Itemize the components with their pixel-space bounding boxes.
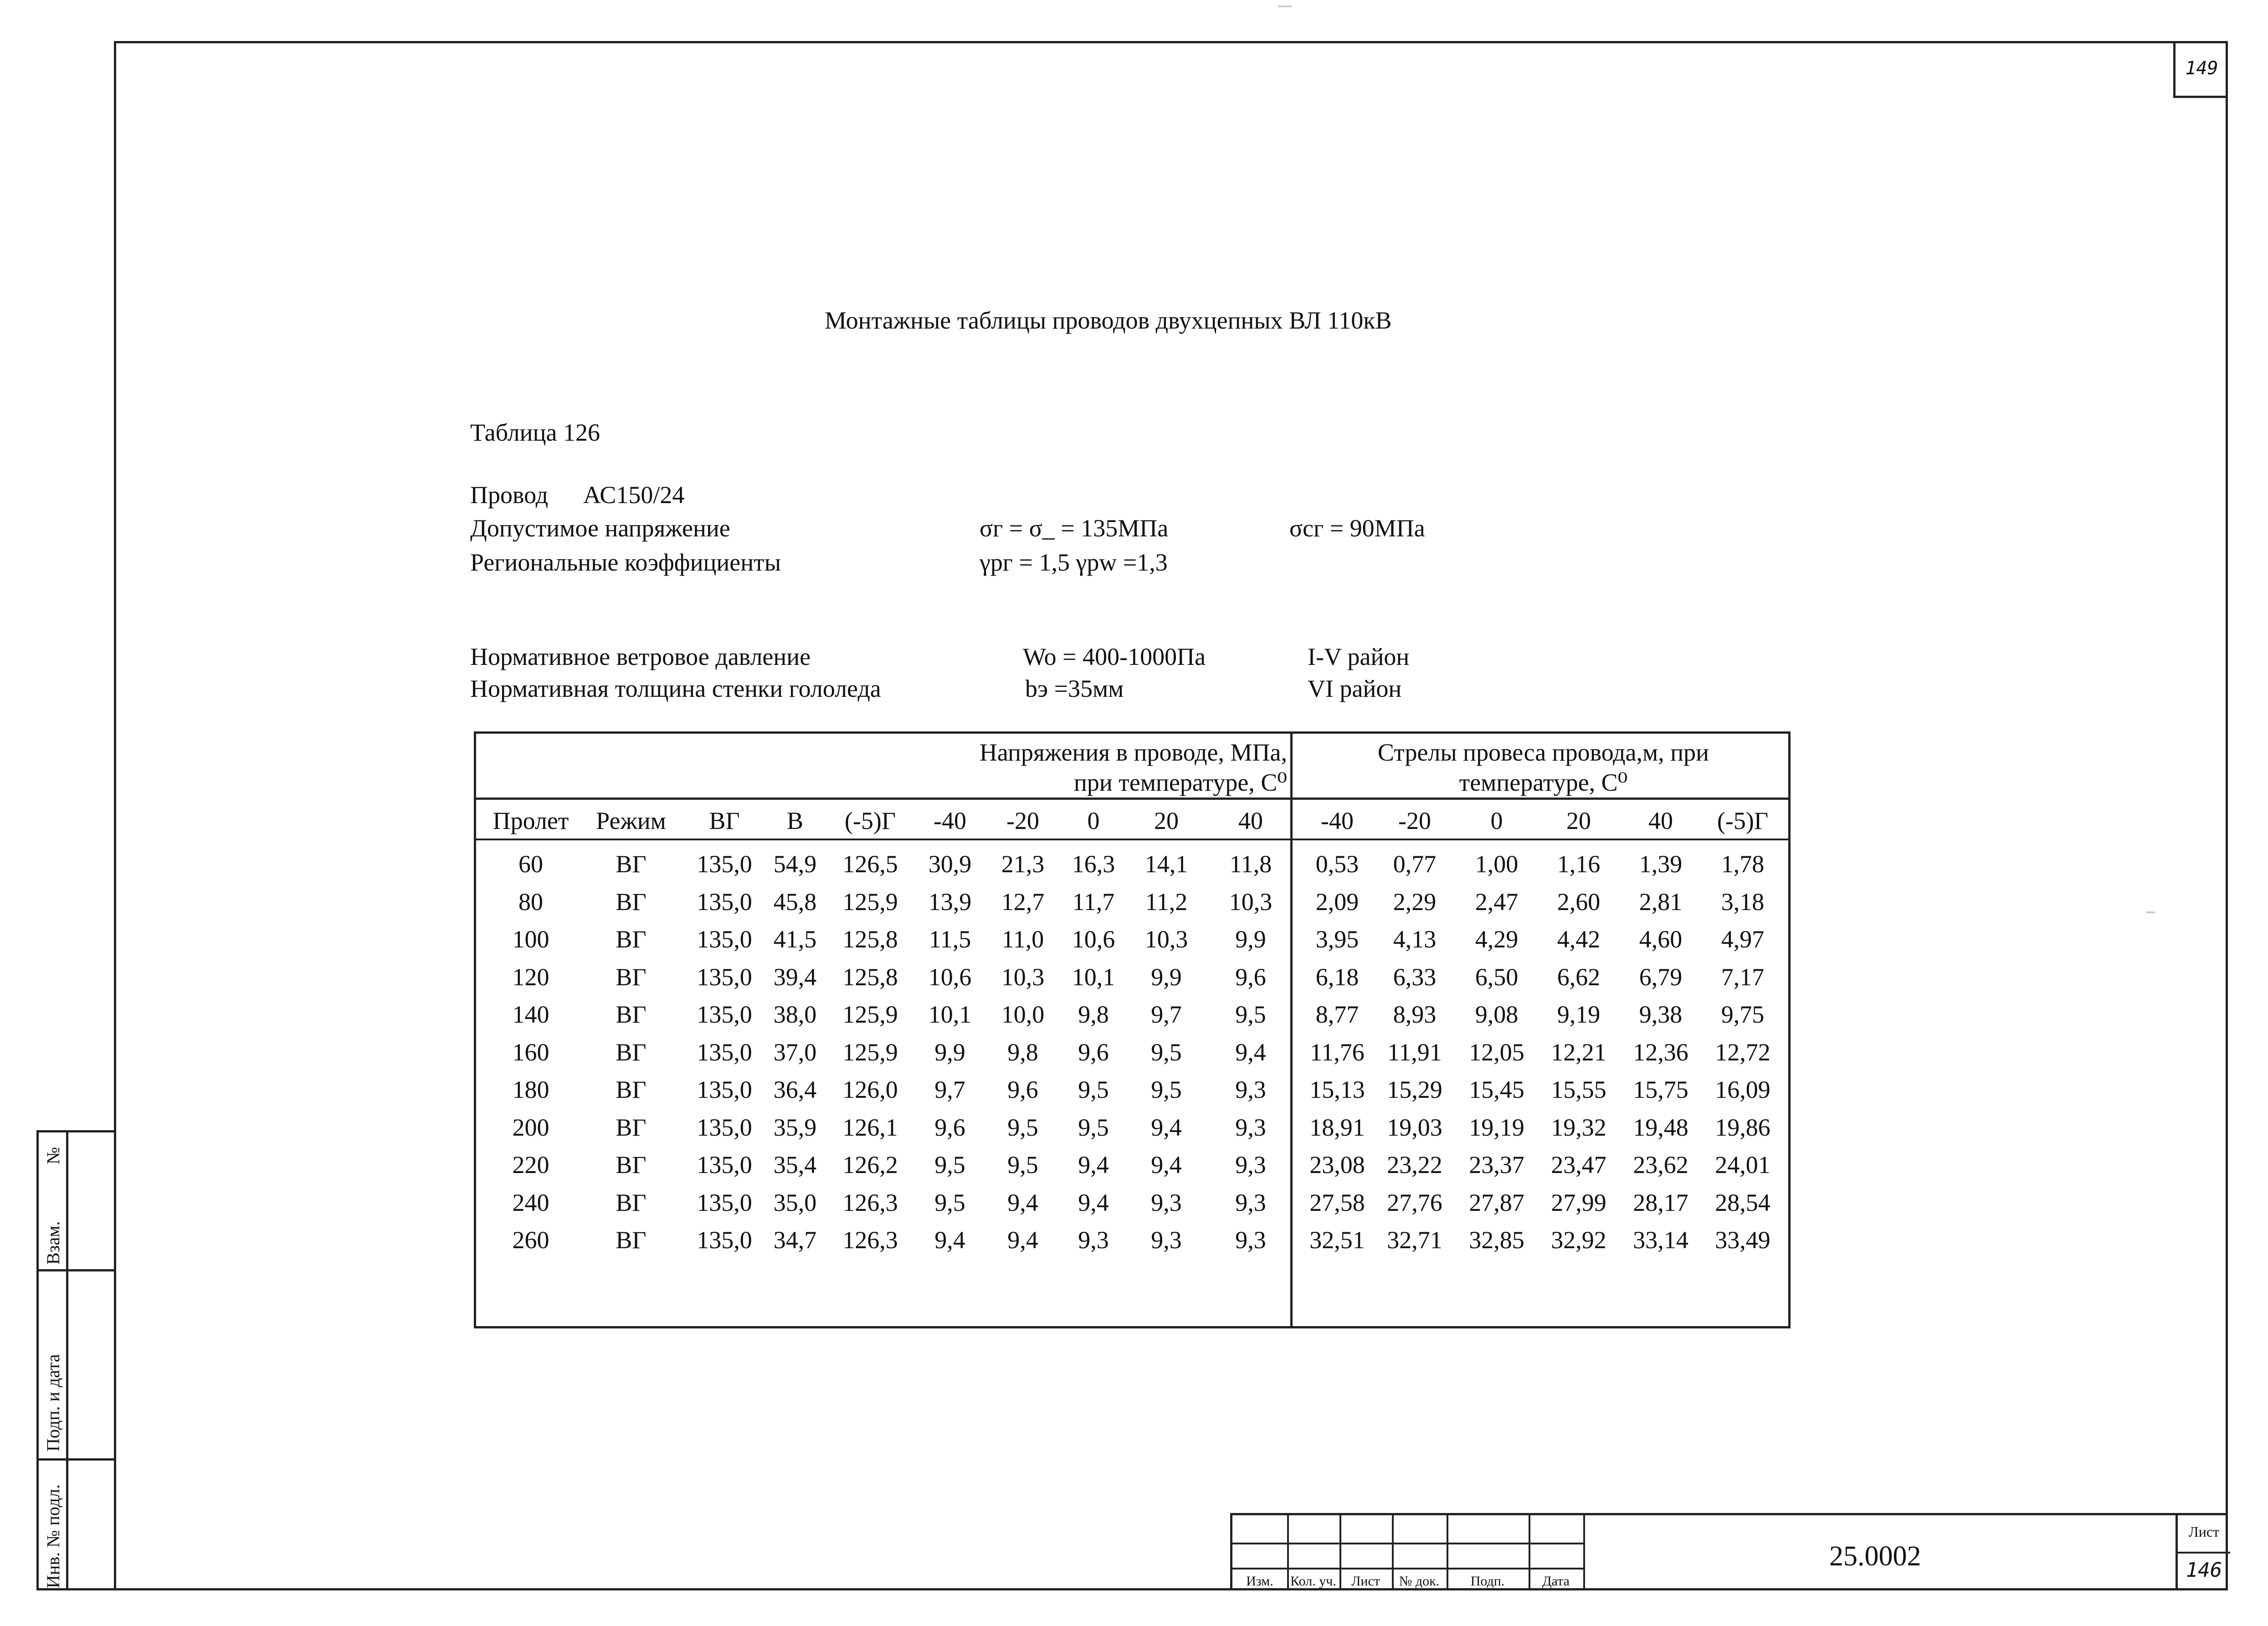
title-block-grid (1232, 1515, 1583, 1590)
value-cell: 9,19 (1557, 1001, 1601, 1028)
value-cell: 32,85 (1469, 1226, 1524, 1254)
value-cell: 19,48 (1633, 1113, 1688, 1141)
column-header: В (786, 807, 804, 834)
value-cell: 9,3 (1151, 1226, 1182, 1254)
value-cell: 9,4 (1235, 1038, 1266, 1066)
scan-mark (1278, 5, 1292, 7)
mode-cell: ВГ (616, 1076, 647, 1103)
table-number: Таблица 126 (470, 419, 600, 446)
value-cell: 23,62 (1633, 1151, 1688, 1178)
value-cell: 28,17 (1633, 1189, 1688, 1216)
value-cell: 9,5 (1151, 1076, 1182, 1103)
value-cell: 9,9 (1235, 926, 1266, 953)
value-cell: 9,6 (1007, 1076, 1038, 1103)
sheet-label: Лист (2188, 1523, 2219, 1540)
tb-label-sign: Подп. (1470, 1574, 1505, 1589)
value-cell: 126,2 (842, 1151, 898, 1178)
stamp-label-number: № (43, 1147, 63, 1164)
value-cell: 126,3 (842, 1226, 898, 1254)
value-cell: 135,0 (697, 926, 752, 953)
mode-cell: ВГ (616, 963, 647, 991)
value-cell: 11,8 (1229, 850, 1272, 878)
column-header: 40 (1238, 807, 1263, 834)
value-cell: 19,86 (1715, 1113, 1770, 1141)
mode-cell: ВГ (616, 1226, 647, 1254)
value-cell: 9,8 (1007, 1038, 1038, 1066)
value-cell: 125,9 (842, 1001, 898, 1028)
stress-group-header: Напряжения в проводе, МПа, при температуре, С⁰ (979, 739, 1287, 796)
value-cell: 9,5 (1007, 1113, 1038, 1141)
value-cell: 4,60 (1639, 926, 1683, 953)
table-header-line (476, 798, 1788, 800)
value-cell: 27,76 (1387, 1189, 1442, 1216)
value-cell: 1,16 (1557, 850, 1601, 878)
mode-cell: ВГ (616, 1001, 647, 1028)
value-cell: 135,0 (697, 963, 752, 991)
value-cell: 10,6 (1072, 926, 1115, 953)
value-cell: 11,5 (929, 926, 971, 953)
value-cell: 32,51 (1309, 1226, 1365, 1254)
value-cell: 9,4 (1151, 1113, 1182, 1141)
ice-value: bэ =35мм (1025, 675, 1124, 702)
coef-value: γрг = 1,5 γpw =1,3 (980, 549, 1168, 576)
document-code: 25.0002 (1829, 1541, 1921, 1572)
value-cell: 11,76 (1310, 1038, 1365, 1066)
mode-cell: ВГ (616, 1113, 647, 1141)
value-cell: 135,0 (697, 1189, 752, 1216)
corner-sheet-number: 149 (2173, 41, 2228, 98)
span-cell: 240 (512, 1189, 549, 1216)
value-cell: 32,92 (1551, 1226, 1606, 1254)
value-cell: 32,71 (1387, 1226, 1442, 1254)
value-cell: 9,4 (1007, 1189, 1038, 1216)
value-cell: 7,17 (1721, 963, 1765, 991)
value-cell: 12,05 (1469, 1038, 1524, 1066)
value-cell: 9,6 (934, 1113, 965, 1141)
value-cell: 15,29 (1387, 1076, 1442, 1103)
column-header: 20 (1154, 807, 1179, 834)
value-cell: 2,60 (1557, 888, 1601, 916)
value-cell: 14,1 (1144, 850, 1188, 878)
value-cell: 15,55 (1551, 1076, 1606, 1103)
column-header: 0 (1490, 807, 1503, 834)
value-cell: 10,6 (928, 963, 972, 991)
value-cell: 9,6 (1235, 963, 1266, 991)
mode-cell: ВГ (616, 1038, 647, 1066)
value-cell: 9,4 (1007, 1226, 1038, 1254)
column-header: -40 (1321, 807, 1354, 834)
stamp-divider (66, 1132, 68, 1588)
value-cell: 39,4 (773, 963, 817, 991)
value-cell: 33,14 (1633, 1226, 1688, 1254)
value-cell: 23,47 (1551, 1151, 1606, 1178)
value-cell: 9,75 (1721, 1001, 1765, 1028)
table-divider (1290, 734, 1293, 1326)
value-cell: 9,9 (934, 1038, 965, 1066)
value-cell: 126,0 (842, 1076, 898, 1103)
value-cell: 34,7 (773, 1226, 817, 1254)
value-cell: 9,3 (1235, 1151, 1266, 1178)
value-cell: 9,3 (1151, 1189, 1182, 1216)
value-cell: 2,81 (1639, 888, 1683, 916)
mode-cell: ВГ (616, 850, 647, 878)
value-cell: 9,3 (1235, 1226, 1266, 1254)
span-cell: 220 (512, 1151, 549, 1178)
value-cell: 9,5 (1078, 1076, 1109, 1103)
mode-cell: ВГ (616, 888, 647, 916)
value-cell: 30,9 (928, 850, 972, 878)
value-cell: 2,09 (1315, 888, 1359, 916)
value-cell: 0,53 (1315, 850, 1359, 878)
value-cell: 9,4 (1151, 1151, 1182, 1178)
value-cell: 0,77 (1393, 850, 1437, 878)
column-header: 20 (1566, 807, 1591, 834)
value-cell: 35,9 (773, 1113, 817, 1141)
span-cell: 140 (512, 1001, 549, 1028)
value-cell: 1,39 (1639, 850, 1683, 878)
span-cell: 60 (518, 850, 543, 878)
value-cell: 9,5 (1007, 1151, 1038, 1178)
column-header: 0 (1087, 807, 1100, 834)
mode-cell: ВГ (616, 926, 647, 953)
value-cell: 12,72 (1715, 1038, 1770, 1066)
value-cell: 9,3 (1235, 1189, 1266, 1216)
value-cell: 38,0 (773, 1001, 817, 1028)
span-cell: 120 (512, 963, 549, 991)
mounting-table (474, 731, 1791, 1328)
value-cell: 6,79 (1639, 963, 1683, 991)
stamp-label-sign-date: Подп. и дата (43, 1354, 63, 1451)
value-cell: 9,9 (1151, 963, 1182, 991)
value-cell: 27,87 (1469, 1189, 1524, 1216)
value-cell: 35,4 (773, 1151, 817, 1178)
value-cell: 45,8 (773, 888, 817, 916)
value-cell: 33,49 (1715, 1226, 1770, 1254)
value-cell: 36,4 (773, 1076, 817, 1103)
sag-group-header: Стрелы провеса провода,м, при температуре, С⁰ (1377, 739, 1709, 796)
value-cell: 1,00 (1475, 850, 1519, 878)
stamp-divider (39, 1458, 114, 1461)
span-cell: 180 (512, 1076, 549, 1103)
value-cell: 9,5 (934, 1151, 965, 1178)
page-title: Монтажные таблицы проводов двухцепных ВЛ 110кВ (825, 307, 1392, 334)
value-cell: 9,7 (934, 1076, 965, 1103)
tb-divider (1232, 1543, 1583, 1544)
value-cell: 54,9 (773, 850, 817, 878)
value-cell: 24,01 (1715, 1151, 1770, 1178)
value-cell: 11,7 (1072, 888, 1115, 916)
value-cell: 12,36 (1633, 1038, 1688, 1066)
table-header-line (476, 839, 1788, 840)
column-header: -20 (1006, 807, 1039, 834)
value-cell: 125,8 (842, 963, 898, 991)
value-cell: 11,91 (1387, 1038, 1442, 1066)
coef-label: Региональные коэффициенты (470, 549, 781, 576)
value-cell: 126,3 (842, 1189, 898, 1216)
value-cell: 11,0 (1001, 926, 1044, 953)
value-cell: 4,13 (1393, 926, 1437, 953)
span-cell: 260 (512, 1226, 549, 1254)
value-cell: 10,0 (1001, 1001, 1045, 1028)
value-cell: 125,8 (842, 926, 898, 953)
span-cell: 80 (518, 888, 543, 916)
value-cell: 126,5 (842, 850, 898, 878)
sheet-cell (2176, 1515, 2230, 1590)
column-header: (-5)Г (844, 807, 896, 834)
value-cell: 125,9 (842, 1038, 898, 1066)
value-cell: 4,97 (1721, 926, 1765, 953)
value-cell: 23,08 (1309, 1151, 1365, 1178)
sheet-number: 146 (2186, 1559, 2222, 1582)
value-cell: 9,3 (1078, 1226, 1109, 1254)
value-cell: 10,3 (1001, 963, 1045, 991)
column-header: ВГ (709, 807, 740, 834)
column-header: -20 (1398, 807, 1431, 834)
value-cell: 9,3 (1235, 1076, 1266, 1103)
wire-value: АС150/24 (583, 481, 685, 509)
value-cell: 18,91 (1309, 1113, 1365, 1141)
value-cell: 27,99 (1551, 1189, 1606, 1216)
wind-region: I-V район (1308, 643, 1410, 670)
span-cell: 160 (512, 1038, 549, 1066)
column-header: -40 (934, 807, 966, 834)
side-stamp (36, 1130, 114, 1590)
tb-label-date: Дата (1542, 1574, 1570, 1589)
stamp-label-inventory: Инв. № подл. (43, 1484, 63, 1588)
sheet-divider (2178, 1552, 2230, 1554)
value-cell: 126,1 (842, 1113, 898, 1141)
stamp-divider (39, 1269, 114, 1271)
column-header: Пролет (493, 807, 569, 834)
value-cell: 19,03 (1387, 1113, 1442, 1141)
value-cell: 135,0 (697, 1226, 752, 1254)
ice-label: Нормативная толщина стенки гололеда (470, 675, 881, 702)
value-cell: 12,21 (1551, 1038, 1606, 1066)
tb-label-count: Кол. уч. (1290, 1574, 1336, 1589)
wind-label: Нормативное ветровое давление (470, 643, 811, 670)
tb-divider (1232, 1568, 1583, 1569)
tb-label-sheet: Лист (1351, 1574, 1380, 1589)
value-cell: 135,0 (697, 1038, 752, 1066)
value-cell: 9,7 (1151, 1001, 1182, 1028)
value-cell: 9,5 (1151, 1038, 1182, 1066)
value-cell: 11,2 (1145, 888, 1188, 916)
value-cell: 15,75 (1633, 1076, 1688, 1103)
value-cell: 3,95 (1315, 926, 1359, 953)
value-cell: 15,13 (1309, 1076, 1365, 1103)
value-cell: 10,1 (928, 1001, 972, 1028)
value-cell: 41,5 (773, 926, 817, 953)
value-cell: 135,0 (697, 1076, 752, 1103)
value-cell: 13,9 (928, 888, 972, 916)
stamp-label-replace: Взам. (43, 1221, 63, 1265)
span-cell: 200 (512, 1113, 549, 1141)
value-cell: 19,19 (1469, 1113, 1524, 1141)
stress-value-2: σсг = 90МПа (1289, 515, 1425, 542)
value-cell: 4,42 (1557, 926, 1601, 953)
value-cell: 135,0 (697, 1151, 752, 1178)
value-cell: 21,3 (1001, 850, 1045, 878)
value-cell: 9,6 (1078, 1038, 1109, 1066)
value-cell: 23,22 (1387, 1151, 1442, 1178)
value-cell: 135,0 (697, 850, 752, 878)
value-cell: 135,0 (697, 1001, 752, 1028)
value-cell: 9,4 (934, 1226, 965, 1254)
value-cell: 9,5 (1235, 1001, 1266, 1028)
column-header: (-5)Г (1717, 807, 1769, 834)
wire-label: Провод (470, 481, 549, 509)
title-block (1230, 1513, 2228, 1590)
stress-value: σг = σ_ = 135МПа (980, 515, 1169, 542)
value-cell: 6,18 (1315, 963, 1359, 991)
value-cell: 6,50 (1475, 963, 1519, 991)
value-cell: 10,3 (1229, 888, 1273, 916)
value-cell: 10,1 (1072, 963, 1115, 991)
stress-label: Допустимое напряжение (470, 515, 730, 542)
column-header: Режим (596, 807, 666, 834)
value-cell: 2,29 (1393, 888, 1437, 916)
value-cell: 2,47 (1475, 888, 1519, 916)
value-cell: 19,32 (1551, 1113, 1606, 1141)
mode-cell: ВГ (616, 1151, 647, 1178)
value-cell: 12,7 (1001, 888, 1045, 916)
value-cell: 6,62 (1557, 963, 1601, 991)
value-cell: 6,33 (1393, 963, 1437, 991)
tb-divider (1583, 1515, 1585, 1590)
value-cell: 8,77 (1315, 1001, 1359, 1028)
value-cell: 9,3 (1235, 1113, 1266, 1141)
value-cell: 9,5 (934, 1189, 965, 1216)
mode-cell: ВГ (616, 1189, 647, 1216)
span-cell: 100 (512, 926, 549, 953)
value-cell: 9,5 (1078, 1113, 1109, 1141)
wind-value: Wo = 400-1000Па (1023, 643, 1206, 670)
value-cell: 10,3 (1144, 926, 1188, 953)
value-cell: 8,93 (1393, 1001, 1437, 1028)
value-cell: 9,8 (1078, 1001, 1109, 1028)
tb-label-change: Изм. (1246, 1574, 1273, 1589)
value-cell: 28,54 (1715, 1189, 1770, 1216)
value-cell: 15,45 (1469, 1076, 1524, 1103)
value-cell: 9,4 (1078, 1189, 1109, 1216)
value-cell: 1,78 (1721, 850, 1765, 878)
value-cell: 3,18 (1721, 888, 1765, 916)
tb-label-doc: № док. (1399, 1574, 1440, 1589)
value-cell: 16,3 (1072, 850, 1115, 878)
value-cell: 9,08 (1475, 1001, 1519, 1028)
value-cell: 125,9 (842, 888, 898, 916)
ice-region: VI район (1308, 675, 1402, 702)
value-cell: 37,0 (773, 1038, 817, 1066)
value-cell: 9,38 (1639, 1001, 1683, 1028)
value-cell: 4,29 (1475, 926, 1519, 953)
value-cell: 35,0 (773, 1189, 817, 1216)
value-cell: 135,0 (697, 1113, 752, 1141)
value-cell: 27,58 (1309, 1189, 1365, 1216)
column-header: 40 (1648, 807, 1673, 834)
value-cell: 9,4 (1078, 1151, 1109, 1178)
value-cell: 16,09 (1715, 1076, 1770, 1103)
value-cell: 23,37 (1469, 1151, 1524, 1178)
value-cell: 135,0 (697, 888, 752, 916)
